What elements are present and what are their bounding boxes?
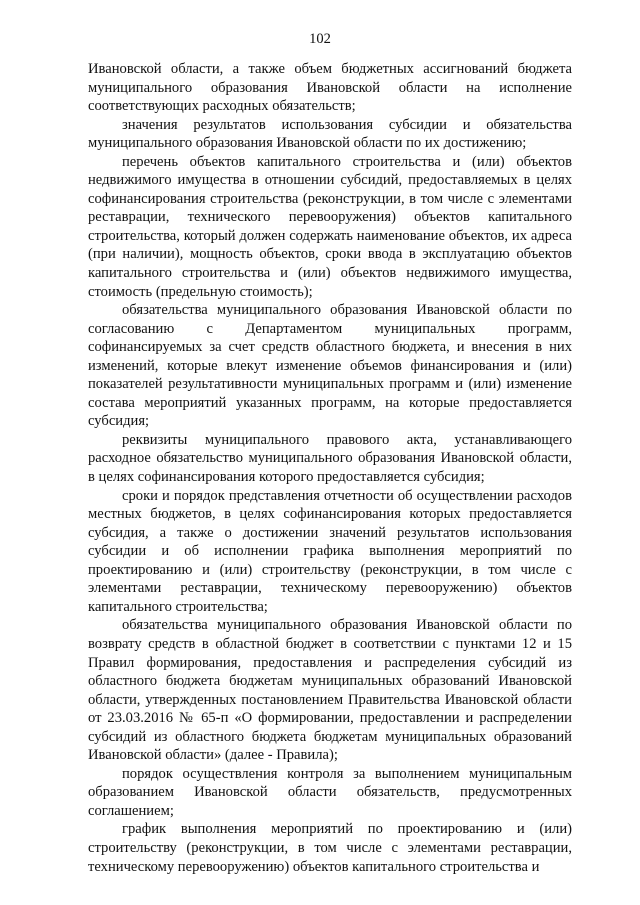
document-body — [88, 60, 572, 876]
paragraph: Ивановской области, а также объем бюджетных ассигнований бюджета муниципального образования Ивановской области на исполнение соответствующих расходных обязательств; — [88, 61, 572, 115]
paragraph: реквизиты муниципального правового акта, устанавливающего расходное обязательство муниципального образования Ивановской области, в целях софинансирования которого предоставляется субсидия; — [88, 431, 572, 486]
paragraph: значения результатов использования субсидии и обязательства муниципального образования Ивановской области по их достижению; — [88, 116, 572, 152]
paragraph: обязательства муниципального образования Ивановской области по возврату средств в областной бюджет в соответствии с пунктами 12 и 15 Правил формирования, предоставления и распределения субсидий из областного бюджета бюджетам муниципальных образований Ивановской области, утвержденных постановлением Правительства Ивановской области от 23.03.2016 № 65-п «О формировании, предоставлении и распределении субсидий из областного бюджета бюджетам муниципальных образований Ивановской области» (далее - Правила); — [88, 617, 572, 764]
paragraph: перечень объектов капитального строительства и (или) объектов недвижимого имущества в отношении субсидий, предоставляемых в целях софинансирования строительства (реконструкции, в том числе с элементами реставрации, технического перевооружения) объектов капитального строительства, который должен содержать наименование объектов, их адреса (при наличии), мощность объектов, сроки ввода в эксплуатацию объектов капитального строительства и (или) объектов недвижимого имущества, стоимость (предельную стоимость); — [88, 153, 572, 300]
page-number: 102 — [309, 31, 331, 47]
paragraph: сроки и порядок представления отчетности об осуществлении расходов местных бюджетов, в целях софинансирования которых предоставляется субсидия, а также о достижении значений результатов использования субсидии и об исполнении графика выполнения мероприятий по проектированию и (или) строительству (реконструкции, в том числе с элементами реставрации, техническому перевооружению) объектов капитального строительства; — [88, 487, 572, 615]
paragraph: порядок осуществления контроля за выполнением муниципальным образованием Ивановской области обязательств, предусмотренных соглашением; — [88, 765, 572, 819]
paragraph: график выполнения мероприятий по проектированию и (или) строительству (реконструкции, в том числе с элементами реставрации, техническому перевооружению) объектов капитального строительства и — [88, 821, 572, 875]
paragraph: обязательства муниципального образования Ивановской области по согласованию с Департаментом муниципальных программ, софинансируемых за счет средств областного бюджета, и внесения в них изменений, которые влекут изменение объемов финансирования и (или) показателей результативности муниципальных программ и (или) изменение состава мероприятий указанных программ, на которые предоставляется субсидия; — [88, 302, 572, 430]
